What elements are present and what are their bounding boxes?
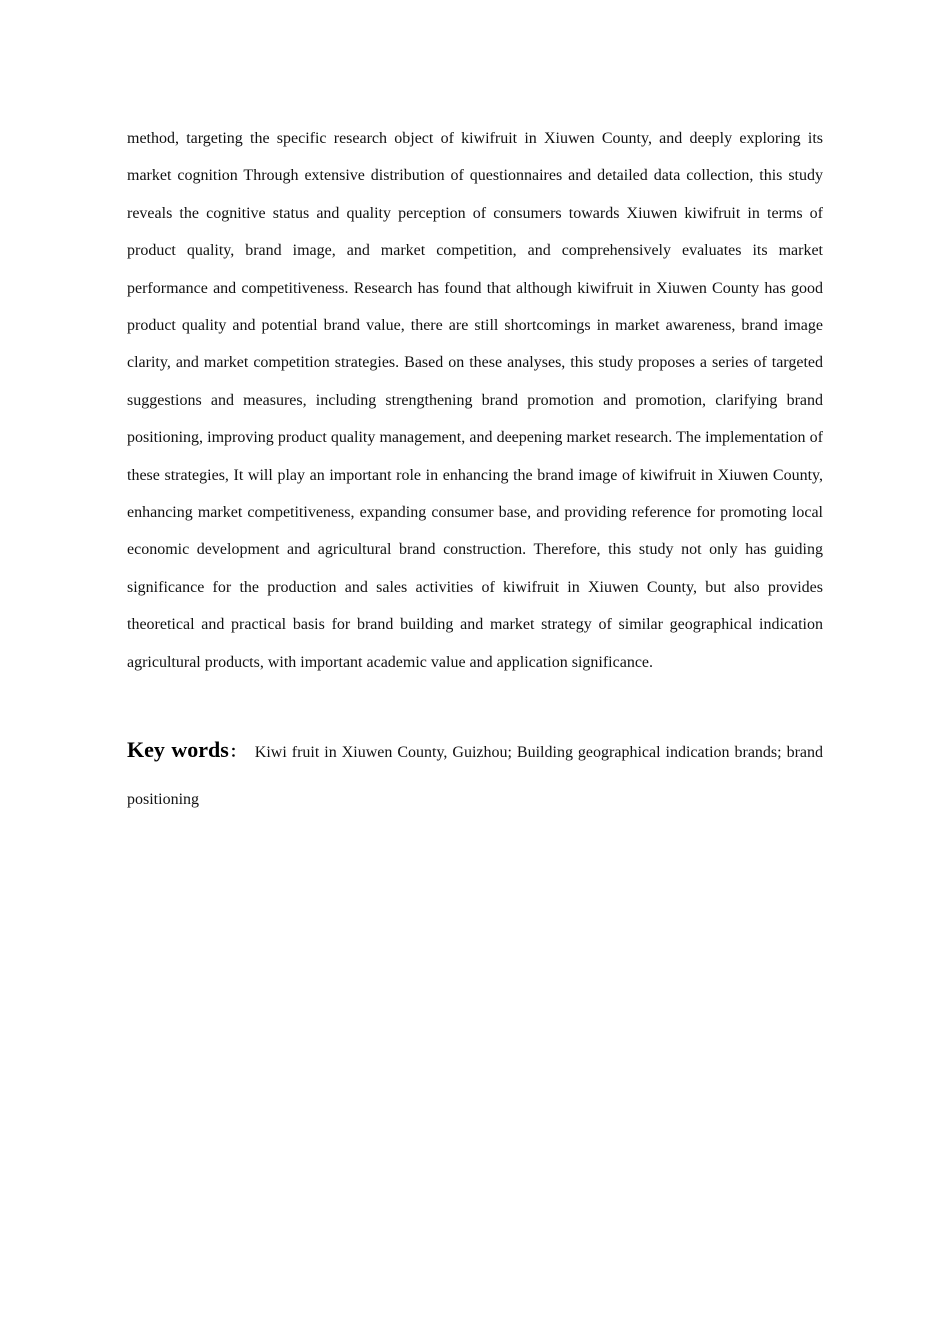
abstract-paragraph: method, targeting the specific research object of kiwifruit in Xiuwen County, and deeply exploring its market cognition Through extensive distribution of questionnaires and detailed data collection, this study reveals the cognitive status and quality perception of consumers towards Xiuwen kiwifruit in terms of product quality, brand image, and market competition, and comprehensively evaluates its market performance and competitiveness. Research has found that although kiwifruit in Xiuwen County has good product quality and potential brand value, there are still shortcomings in market awareness, brand image clarity, and market competition strategies. Based on these analyses, this study proposes a series of targeted suggestions and measures, including strengthening brand promotion and promotion, clarifying brand positioning, improving product quality management, and deepening market research. The implementation of these strategies, It will play an important role in enhancing the brand image of kiwifruit in Xiuwen County, enhancing market competitiveness, expanding consumer base, and providing reference for promoting local economic development and agricultural brand construction. Therefore, this study not only has guiding significance for the production and sales activities of kiwifruit in Xiuwen County, but also provides theoretical and practical basis for brand building and market strategy of similar geographical indication agricultural products, with important academic value and application significance. bbox=[127, 130, 823, 671]
keywords-separator: ： bbox=[228, 742, 247, 761]
keywords-line bbox=[127, 726, 823, 823]
keywords-text: Kiwi fruit in Xiuwen County, Guizhou; Building geographical indication brands; brand positioning bbox=[127, 744, 823, 808]
keywords-label: Key words bbox=[127, 737, 229, 762]
